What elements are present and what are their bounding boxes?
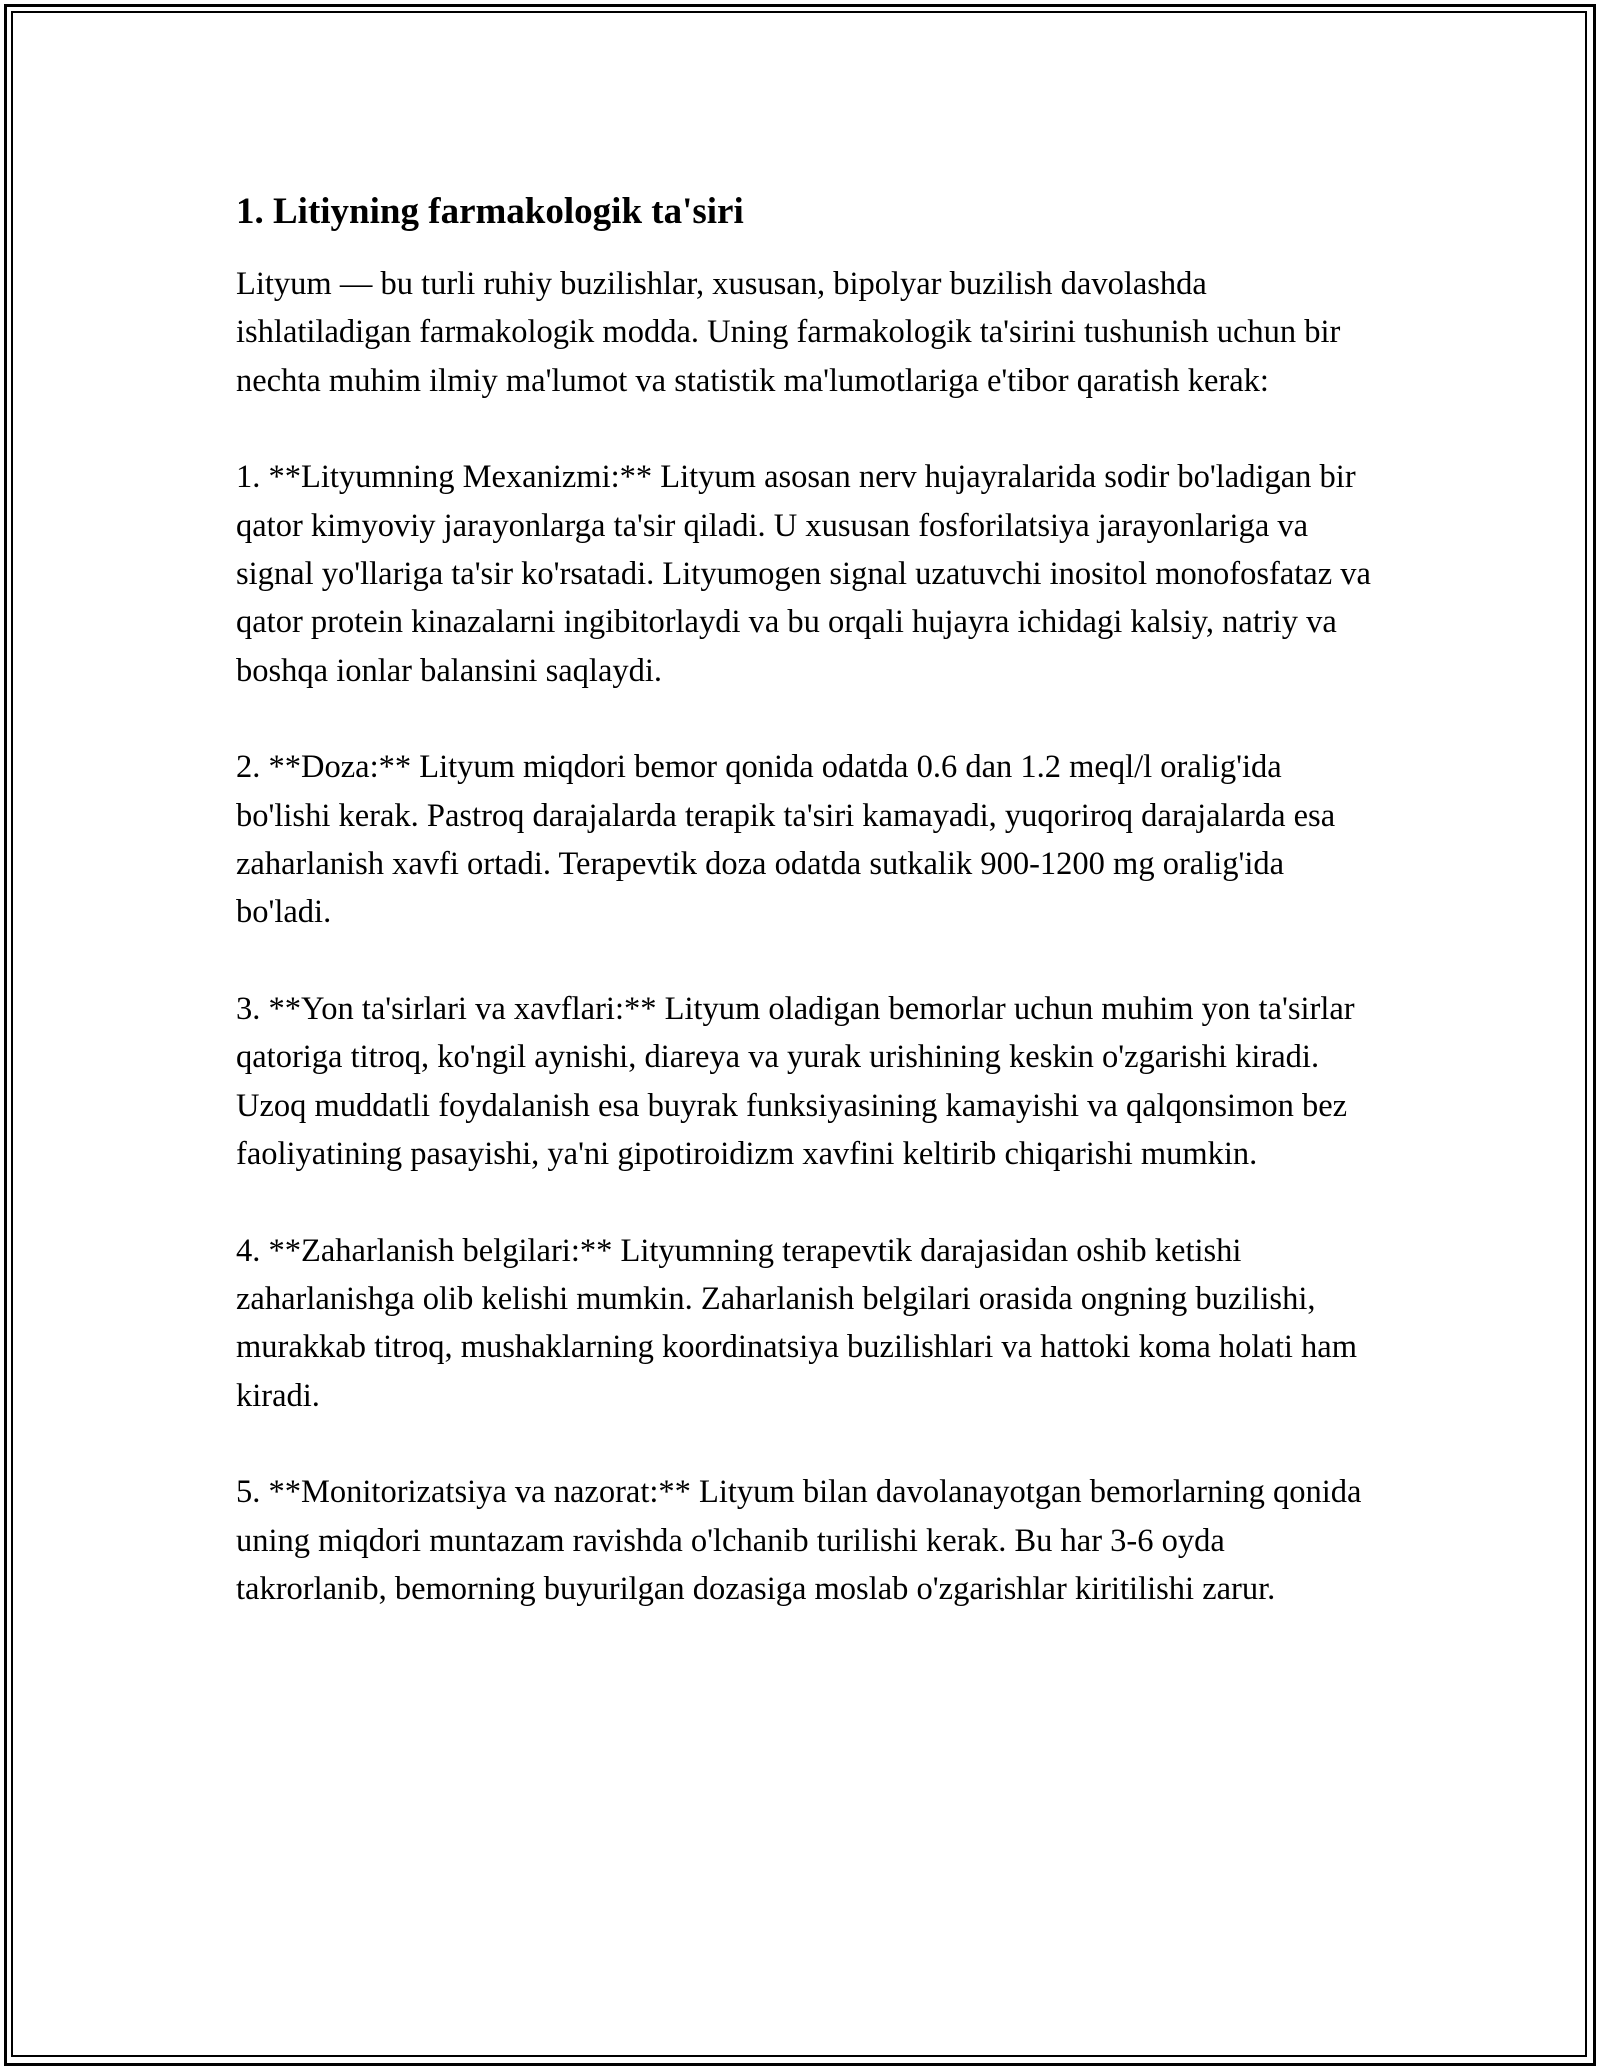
item-mechanism: 1. **Lityumning Mexanizmi:** Lityum asosan nerv hujayralarida sodir bo'ladigan bir qator kimyoviy jarayonlarga ta'sir qiladi. U xususan fosforilatsiya jarayonlariga va signal yo'llariga ta'sir ko'rsatadi. Lityumogen signal uzatuvchi inositol monofosfataz va qator protein kinazalarni ingibitorlaydi va bu orqali hujayra ichidagi kalsiy, natriy va boshqa ionlar balansini saqlaydi.	[236, 459, 1371, 689]
item-side-effects: 3. **Yon ta'sirlari va xavflari:** Lityum oladigan bemorlar uchun muhim yon ta'sirlar qatoriga titroq, ko'ngil aynishi, diareya va yurak urishining keskin o'zgarishi kiradi. Uzoq muddatli foydalanish esa buyrak funksiyasining kamayishi va qalqonsimon bez faoliyatining pasayishi, ya'ni gipotiroidizm xavfini keltirib chiqarishi mumkin.	[236, 990, 1355, 1173]
document-body	[236, 186, 1376, 1661]
intro-paragraph: Lityum — bu turli ruhiy buzilishlar, xususan, bipolyar buzilish davolashda ishlatiladigan farmakologik modda. Uning farmakologik ta'sirini tushunish uchun bir nechta muhim ilmiy ma'lumot va statistik ma'lumotlariga e'tibor qaratish kerak:	[236, 266, 1341, 399]
item-monitoring: 5. **Monitorizatsiya va nazorat:** Lityum bilan davolanayotgan bemorlarning qonida uning miqdori muntazam ravishda o'lchanib turilishi kerak. Bu har 3-6 oyda takrorlanib, bemorning buyurilgan dozasiga moslab o'zgarishlar kiritilishi zarur.	[236, 1474, 1362, 1607]
item-toxicity-signs: 4. **Zaharlanish belgilari:** Lityumning terapevtik darajasidan oshib ketishi zaharlanishga olib kelishi mumkin. Zaharlanish belgilari orasida ongning buzilishi, murakkab titroq, mushaklarning koordinatsiya buzilishlari va hattoki koma holati ham kiradi.	[236, 1232, 1358, 1414]
item-dose: 2. **Doza:** Lityum miqdori bemor qonida odatda 0.6 dan 1.2 meql/l oralig'ida bo'lishi kerak. Pastroq darajalarda terapik ta'siri kamayadi, yuqoriroq darajalarda esa zaharlanish xavfi ortadi. Terapevtik doza odatda sutkalik 900-1200 mg oralig'ida bo'ladi.	[236, 749, 1336, 931]
section-heading: 1. Litiyning farmakologik ta'siri	[236, 191, 744, 232]
